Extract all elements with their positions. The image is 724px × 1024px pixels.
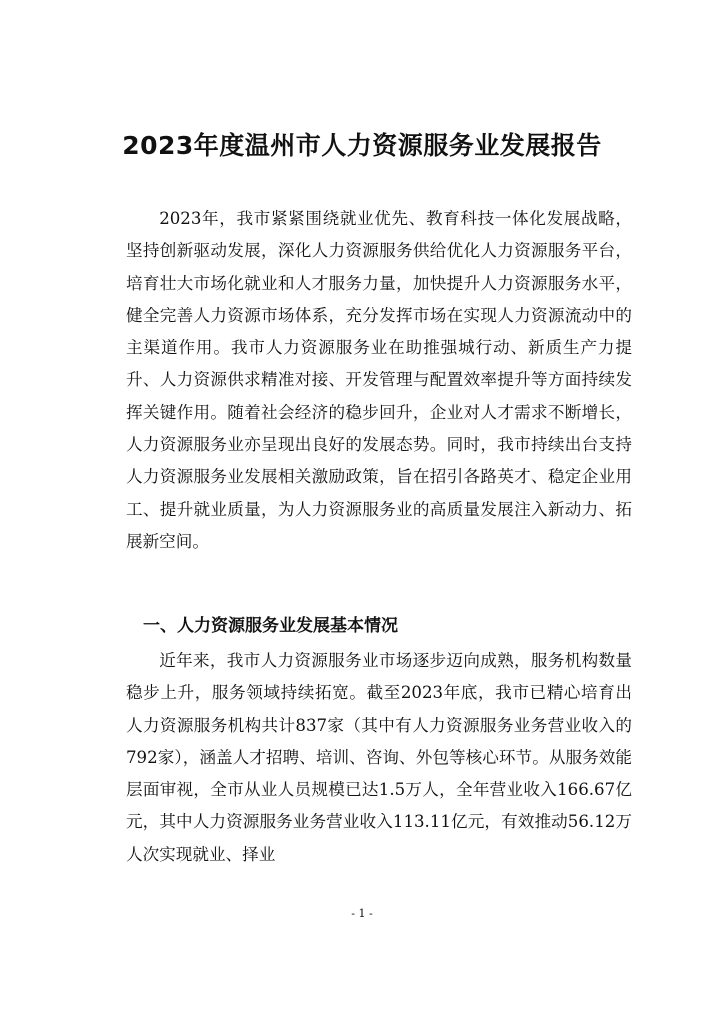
document-title: 2023年度温州市人力资源服务业发展报告	[122, 131, 602, 160]
intro-paragraph	[126, 203, 632, 558]
section-heading: 一、人力资源服务业发展基本情况	[143, 616, 398, 636]
page-number: - 1 -	[351, 907, 373, 920]
paragraph-text: 2023年，我市紧紧围绕就业优先、教育科技一体化发展战略，坚持创新驱动发展，深化人力资源服务供给优化人力资源服务平台，培育壮大市场化就业和人才服务力量，加快提升人力资源服务水平，健全完善人力资源市场体系，充分发挥市场在实现人力资源流动中的主渠道作用。我市人力资源服务业在助推强城行动、新质生产力提升、人力资源供求精准对接、开发管理与配置效率提升等方面持续发挥关键作用。随着社会经济的稳步回升，企业对人才需求不断增长，人力资源服务业亦呈现出良好的发展态势。同时，我市持续出台支持人力资源服务业发展相关激励政策，旨在招引各路英才、稳定企业用工、提升就业质量，为人力资源服务业的高质量发展注入新动力、拓展新空间。	[126, 209, 632, 551]
paragraph-text: 近年来，我市人力资源服务业市场逐步迈向成熟，服务机构数量稳步上升，服务领域持续拓宽。截至2023年底，我市已精心培育出人力资源服务机构共计837家（其中有人力资源服务业务营业收入的792家），涵盖人才招聘、培训、咨询、外包等核心环节。从服务效能层面审视，全市从业人员规模已达1.5万人，全年营业收入166.67亿元，其中人力资源服务业务营业收入113.11亿元，有效推动56.12万人次实现就业、择业	[126, 651, 632, 864]
section-paragraph	[126, 645, 632, 871]
